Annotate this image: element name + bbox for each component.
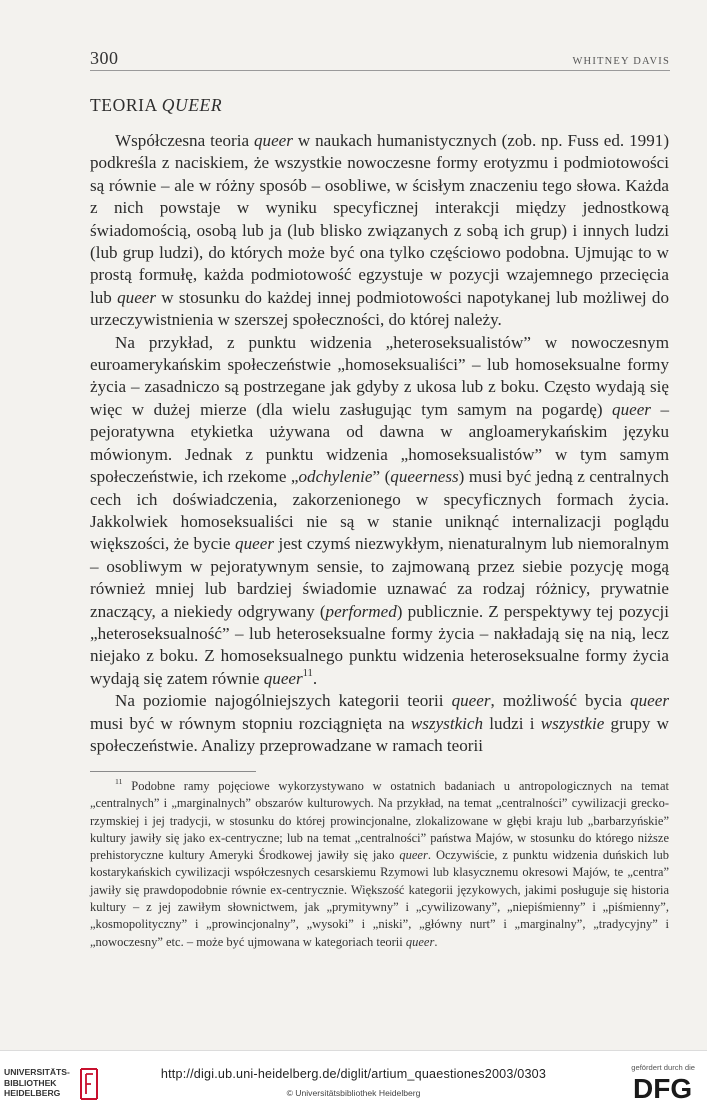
- section-title-italic: QUEER: [161, 95, 223, 115]
- italic-term: queer: [630, 691, 669, 711]
- header-rule: [90, 70, 670, 71]
- text-run: jest czymś niezwykłym, nienaturalnym lub niemoralnym – osobliwym w pejoratywnym sensie, to zajmowaną przez siebie pozycję mogą również mniej lub bardziej świadomie uznawać za rodzaj różnicy, prywatnie znaczący, a niekiedy odgrywany (: [90, 534, 669, 621]
- library-name-line: BIBLIOTHEK: [4, 1077, 57, 1088]
- text-run: grupy w społeczeństwie. Analizy przeprowadzane w ramach teorii: [90, 713, 670, 755]
- text-run: w naukach humanistycznych (zob. np. Fuss ed. 1991) podkreśla z naciskiem, że wszystkie nowoczesne formy erotyzmu i podmiotowości są równie – ale w różny sposób – osobliwe, w ścisłym znaczeniu tego słowa. Każda z nich powstaje w wyniku specyficznej interakcji między jednostkową świadomością, osobą lub ja (lub blisko związanych z sobą ich grup) i innych ludzi (lub grup ludzi), do których może być ona tylko częściowo podobna. Ujmując to w prostą formułę, każda podmiotowość egzystuje w pozycji wzajemnego przecięcia lub: [90, 131, 670, 307]
- viewer-footer: [0, 1050, 707, 1110]
- italic-term: odchylenie: [298, 467, 373, 487]
- text-run: Na poziomie najogólniejszych kategorii teorii: [115, 691, 452, 711]
- italic-term: queer: [235, 534, 274, 554]
- text-run: Na przykład, z punktu widzenia „heteroseksualistów” w nowoczesnym euroamerykańskim społeczeństwie „homoseksualiści” – lub homoseksualne formy życia – zasadniczo są postrzegane jak gdyby z ukosa lub z boku. Często wydają się więc w dużej mierze (dla wielu zasługując tym samym na pogardę): [90, 332, 669, 419]
- dfg-logo-icon: [633, 1072, 695, 1102]
- footnote: [90, 778, 669, 951]
- italic-term: performed: [325, 601, 397, 621]
- text-run: w stosunku do każdej innej podmiotowości napotykanej lub możliwej do urzeczywistnienia w szerszej społeczności, do której należy.: [90, 287, 669, 330]
- italic-term: queer: [399, 848, 428, 863]
- footnote-rule: [90, 771, 256, 772]
- text-run: Podobne ramy pojęciowe wykorzystywano w ostatnich badaniach u antropologicznych na temat „centralnych” i „marginalnych” obszarów kulturowych. Na przykład, na temat „centralności” cywilizacji grecko-rzymskiej i jej tradycji, w stosunku do której prowincjonalne, zlokalizowane w głębi kraju lub „barbarzyńskie” kultury jawiły się jako ex-centryczne; lub na temat „centralności” państwa Majów, w stosunku do którego niższe prehistoryczne kultury Ameryki Środkowej jawiły się jako: [90, 779, 669, 863]
- italic-term: queer: [612, 399, 651, 419]
- text-run: ludzi i: [483, 713, 541, 733]
- library-name-line: UNIVERSITÄTS-: [4, 1067, 70, 1077]
- body-text: [90, 130, 669, 757]
- italic-term: wszystkie: [540, 713, 605, 733]
- text-run: .: [312, 668, 318, 688]
- italic-term: queer: [405, 934, 435, 949]
- italic-term: queer: [253, 131, 293, 150]
- document-url-link[interactable]: http://digi.ub.uni-heidelberg.de/diglit/artium_quaestiones2003/0303: [160, 1067, 547, 1081]
- funder-note: gefördert durch die: [631, 1063, 695, 1072]
- italic-term: queerness: [390, 467, 459, 487]
- text-run: . Oczywiście, z punktu widzenia duńskich lub kostarykańskich cywilizacji współczesnych cesarskiemu Rzymowi lub klasycznemu okresowi Majów, te „centra” jawiły się prawdopodobnie równie ex-centrycznie. Większość kategorii językowych, jakimi posługuje się historia kultury – z jej zawiłym słownictwem, jak „prymitywny” i „cywilizowany”, „niepiśmienny” i „piśmienny”, „kosmopolityczny” i „prowincjonalny”, „wysoki” i „niski”, „główny nurt” i „marginalny”, „tradycyjny” i „nowoczesny” etc. – może być ujmowana w kategoriach teorii: [90, 848, 669, 949]
- italic-term: queer: [117, 287, 157, 307]
- italic-term: queer: [263, 668, 303, 688]
- text-run: Współczesna teoria: [115, 131, 254, 150]
- footnote-reference[interactable]: 11: [302, 668, 313, 680]
- paragraph-2: [90, 332, 669, 691]
- dfg-funder-logo[interactable]: [629, 1063, 695, 1105]
- running-head: [90, 48, 670, 74]
- text-run: – pejoratywna etykietka używana od dawna w angloamerykańskim języku mówionym. Jednak z punktu widzenia „homoseksualistów” w tym samym społeczeństwie, ich rzekome „: [90, 399, 669, 487]
- text-run: ” (: [372, 467, 391, 487]
- footnote-number: 11: [115, 777, 123, 787]
- footnote-paragraph: [90, 778, 669, 951]
- library-name-line: HEIDELBERG: [4, 1088, 61, 1099]
- italic-term: wszystkich: [410, 713, 484, 733]
- running-head-author: WHITNEY DAVIS: [572, 56, 670, 67]
- paragraph-3: [90, 690, 669, 757]
- italic-term: queer: [451, 691, 491, 711]
- paragraph-1: [90, 130, 669, 332]
- text-run: .: [434, 934, 438, 949]
- text-run: ) musi być jedną z centralnych cech ich doświadczenia, zakorzenionego w specyficznych formach życia. Jakkolwiek homoseksualiści nie są w stanie uniknąć internalizacji poglądu większości, że bycie: [90, 467, 669, 554]
- section-title: [90, 95, 222, 116]
- section-title-prefix: TEORIA: [90, 95, 162, 115]
- page-number: 300: [90, 48, 119, 68]
- text-run: musi być w równym stopniu rozciągnięta na: [90, 713, 411, 733]
- copyright-notice: © Universitätsbibliothek Heidelberg: [286, 1088, 421, 1098]
- dfg-logo-text: DFG: [633, 1073, 693, 1102]
- text-run: ) publicznie. Z perspektywy tej pozycji „heteroseksualność” – lub heteroseksualne formy życia – nakładają się na nią, lecz niejako z boku. Z homoseksualnego punktu widzenia heteroseksualne formy życia wydają się zatem równie: [90, 601, 670, 688]
- text-run: , możliwość bycia: [490, 691, 631, 711]
